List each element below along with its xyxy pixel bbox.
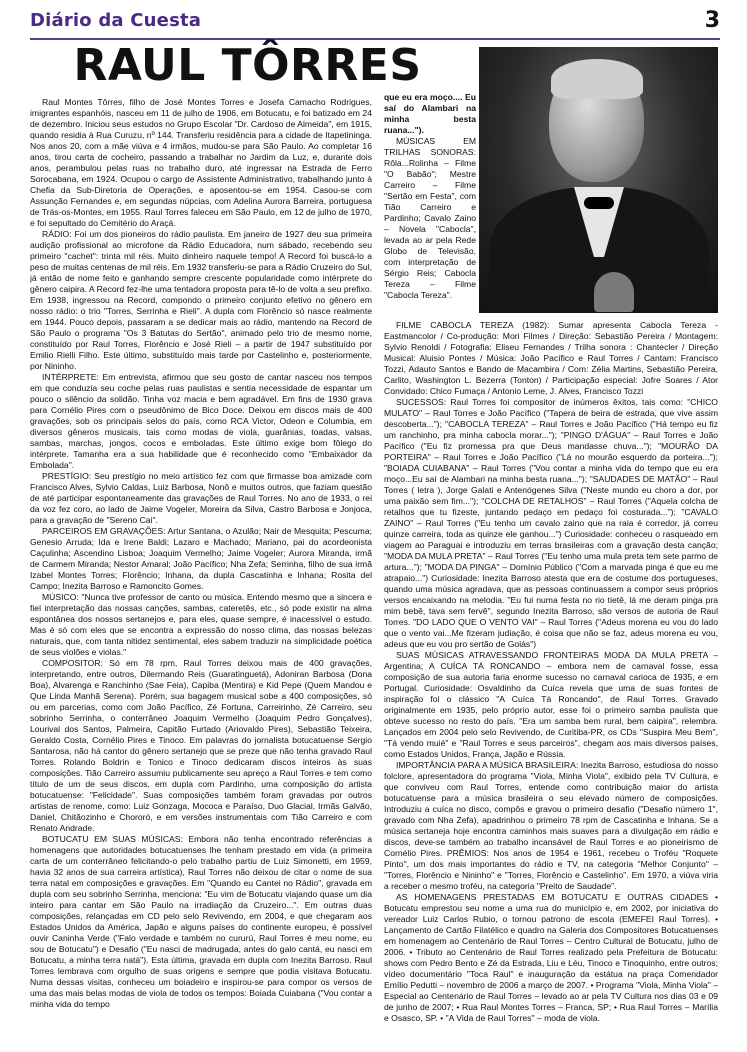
paragraph-homenagens: AS HOMENAGENS PRESTADAS EM BOTUCATU E OUTRAS CIDADES • Botucatu emprestou seu nome a uma rua do município e, em 2002, por iniciativa do vereador Luiz Carlos Rubio, o tornou patrono de escola (EMEFEI Raul Torres). • Lançamento de Cartão Filatélico e quadro na Galeria dos Compositores Botucatuenses em homenagem ao Centenário de Raul Torres – Centro Cultural de Botucatu, julho de 2006. • Tributo ao Centenário de Raul Torres realizado pela Prefeitura de Botucatu: shows com Pedro Bento e Zé da Estrada, Liu e Léu, Tinoco e Tinoquinho, entre outros; vídeo documentário "Toca Raul" e inauguração da estátua na praça Comendador Emílio Pedutti – novembro de 2006 a março de 2007. • Programa "Viola, Minha Viola" – Especial ao Centenário de Raul Torres – levado ao ar pela TV Cultura nos dias 03 e 09 de junho de 2007; • Rua Raul Montes Torres – Franca, SP; • Rua Raul Torres – Marília e Osasco, SP. • "A Vida de Raul Torres" – moda de viola.: [384, 892, 718, 1023]
column-left: [30, 97, 372, 1045]
paragraph-radio: RÁDIO: Foi um dos pioneiros do rádio paulista. Em janeiro de 1927 deu sua primeira audição profissional ao microfone da Rádio Educadora, num sábado, recebendo seu primeiro "cachet": trinta mil réis. Muito dinheiro naquele tempo! A Record foi buscá-lo a peso de muitas centenas de mil réis. Em 1932 transferiu-se para a Rádio Cruzeiro do Sul, já então de nome feito e ganhando sempre crescente popularidade como intérprete do gênero caipira. A Record fez-lhe uma tentadora proposta para tê-lo de volta a seu prefixo. Em 1938, ingressou na Record, compondo o primeiro conjunto efetivo no gênero em nosso rádio: o trio "Torres, Serrinha e Rieli". A dupla com Florêncio só nasce realmente em 1944. Pouco depois, passaram a se dedicar mais ao rádio, mantendo na Record de São Paulo o programa "Os 3 Batutas do Sertão", animado pelo trio de mesmo nome, constituído por Raul Torres, Florêncio e José Rieli – a partir de 1947 substituído por Emilio Rielli Filho. Este último, substituído mais tarde por Castelinho e, posteriormente, por Nininho.: [30, 229, 372, 371]
paragraph-interprete: INTÉRPRETE: Em entrevista, afirmou que seu gosto de cantar nasceu nos tempos em que conduzia seu coche pelas ruas paulistas e sentia necessidade de espantar um pouco o silêncio da solidão. Tinha voz macia e bem agradável. Em fins de 1930 grava para Cornélio Pires com o pseudônimo de Bico Doce. Deixou em discos mais de 400 gravações, sob os principais selos do país, como RCA Victor, Odeon e Columbia, em diversos gêneros musicais, tais como modas de viola, guarânias, toadas, valsas, sambas, marchas, jongos, cocos e emboladas. Este último exige bom fôlego do intérprete. Tamanha era a sua habilidade que é reconhecido como "Embaixador da Embolada".: [30, 372, 372, 470]
paragraph-prestigio: PRESTÍGIO: Seu prestígio no meio artístico fez com que firmasse boa amizade com Francisco Alves, Sylvio Caldas, Luiz Barbosa, Nonô e muitos outros, que faziam questão de até participar espontaneamente das gravações de Raul Torres. No ano de 1933, o rei da voz fez coro, ao lado de Jaime Vogeler, Moreira da Silva, Castro Barbosa e Jonjoca, para a gravação de "Sereno Cai".: [30, 471, 372, 525]
page-header: [30, 10, 720, 40]
paragraph-continuation: que eu era moço.... Eu saí do Alambari na minha besta ruana...").: [384, 92, 476, 135]
paragraph-compositor: COMPOSITOR: Só em 78 rpm, Raul Torres deixou mais de 400 gravações, interpretando, entre outros, Dilermando Reis (Guaratinguetá), Adoniran Barbosa (Dona Boa), Alvarenga e Ranchinho (Sae Feia), Capiba (Mentira) e Kid Pepe (Quem Mandou e Que Linda Manhã Serena). Porém, sua bagagem musical sobe a 400 composições, só ou em parcerias, como com João Pacífico, Zé Fortuna, Carreirinho, Zé Carreiro, seu sobrinho Serrinha, o conterrâneo Joaquim Vermelho (Joaquim Pedro Gonçalves), Lourival dos Santos, Palmeira, Capitão Furtado (Ariovaldo Pires), Sebastião Teixeira, Geraldo Costa, Cornélio Pires e Tinoco. Em palavras do jornalista botucatuense Sergio Santarosa, não há cantor do gênero sertanejo que se preze que não tenha gravado Raul Torres. Rolando Boldrin e Tonico e Tinoco dedicaram discos inteiros às suas composições. Tião Carreiro assumiu publicamente seu apreço a Raul Torres e tem como título de um de seus discos, em dupla com Pardinho, uma composição do artista botucatuense: "Felicidade". Suas composições também foram gravadas por outros artistas de renome, como: Luiz Gonzaga, Mococa e Paraíso, Duo Glacial, Irmãs Galvão, Daniel, Chitãozinho e Chororó, e em versões instrumentais com Tião Carreiro e com Renato Andrade.: [30, 658, 372, 833]
photo-hair: [551, 59, 643, 99]
photo-bowtie: [584, 197, 614, 209]
paragraph-sucessos: SUCESSOS: Raul Torres foi compositor de inúmeros êxitos, tais como: "CHICO MULATO" – Raul Torres e João Pacífico ("Tapera de beira de estrada, que vive assim descoberta..."); "CABOCLA TEREZA" – Raul Torres e João Pacífico ("Há tempo eu fiz um ranchinho, pra minha cabocla morar..."); "PINGO D'ÁGUA" – Raul Torres e João Pacífico ("Eu fiz promessa pra que Deus mandasse chuva..."); "MOURÃO DA PORTEIRA" – Raul Torres e João Pacífico ("Lá no mourão esquerdo da porteira..."); "BOIADA CUIABANA" – Raul Torres ("Vou contar a minha vida do tempo que eu era moço...Eu saí de Alambari na minha besta ruana..."); "SAUDADES DE MATÃO" – Raul Torres ( letra ), Jorge Galati e Antenógenes Silva ("Neste mundo eu choro a dor, por uma paixão sem fim..."); "COLCHA DE RETALHOS" – Raul Torres ("Aquela colcha de retalhos que tu fizeste, juntando pedaço em pedaço foi costurada..."); "CAVALO ZAINO" – Raul Torres ("Eu tenho um cavalo zaino que na raia é corredor, já correu quinze carreira, toda as quinze ele ganhou...") Curiosidade: conheceu o rasqueado em viagem ao Paraguai e introduziu em terras brasileiras com a gravação desta canção; "MODA DA MULA PRETA" – Raul Torres ("Eu tenho uma mula preta tem sete parmo de artura..."); "MODA DA PINGA" – Domínio Público ("Com a marvada pinga é que eu me atrapaio...") Curiosidade: Inezita Barroso atesta que era de costume dos portugueses, quando uma música agradava, que as pessoas continuassem a compor seus próprios versos encaixando na melodia. "Eu fui numa festa no rio tietê, lá me deram pinga pra mim bebê, tava sem fervê", segundo Inezita Barroso, são versos de autoria de Raul Torres. "DO LADO QUE O VENTO VAI" – Raul Torres ("Adeus morena eu vou do lado que o vento vai...Me fizeram judiação, é coisa que não se faz, adeus morena eu vou, adeus que eu vou pro sertão de Goiás"): [384, 397, 718, 649]
article-title: RAUL TÔRRES: [73, 40, 422, 91]
paragraph-trilhas: MÚSICAS EM TRILHAS SONORAS: Rôla...Rolinha – Filme "O Babão"; Mestre Carreiro – Filme "Sertão em Festa", com Tião Carreiro e Pardinho; Cavalo Zaino – Novela "Cabocla", levada ao ar pela Rede Globo de Televisão, com interpretação de Sérgio Reis; Cabocla Tereza – Filme "Cabocla Tereza".: [384, 136, 476, 300]
photo-trophy: [594, 272, 634, 312]
paragraph-fronteiras: SUAS MÚSICAS ATRAVESSANDO FRONTEIRAS MODA DA MULA PRETA – Argentina; A CUÍCA TÁ RONCANDO – embora nem de carnaval fosse, essa composição de sua autoria faria enorme sucesso no carnaval carioca de 1935, e em Portugal. Curiosidade: Osvaldinho da Cuíca revela que uma de suas fontes de inspiração foi o clássico "A Cuíca Tá Roncando", de Raul Torres. Gravado originalmente em 1935, pelo próprio autor, esse foi o primeiro samba paulista que obteve sucesso no resto do país. "Era um samba bem rural, bem caipira", relembra. Lançados em 2004 pelo selo Revivendo, de Curitiba-PR, os CDs "Suspira Meu Bem", "Tá vendo muié" e "Raul Torres e seus parceiros", chegam aos mais diversos países, como Estados Unidos, França, Japão e Rússia.: [384, 650, 718, 759]
column-right: [384, 320, 718, 1045]
paragraph-musico: MÚSICO: "Nunca tive professor de canto ou música. Entendo mesmo que a sincera e fiel interpretação das nossas canções, sambas, cateretês, etc., só pode existir na alma espontânea dos nossos sertanejos e, para eles, quase sempre, é inacessível o estudo. Mas é só com eles que se encontra a expressão do nosso clima, das nossas belezas naturais, que, com tanta nitidez sentimental, eles sabem traduzir na simplicidade poética de seus violões e violas.": [30, 592, 372, 657]
paragraph-importancia: IMPORTÂNCIA PARA A MÚSICA BRASILEIRA: Inezita Barroso, estudiosa do nosso folclore, apresentadora do programa "Viola, Minha Viola", exibido pela TV Cultura, e que conviveu com Raul Torres, entende como contribuição maior do artista botucatuense para a música brasileira o seu elevado número de composições. Introduziu a cuíca no disco, compôs e gravou o primeiro desafio ("Desafio número 1", gravado com Nha Zefa), apadrinhou o primeiro 78 rpm de Cascatinha e Inhana. Se a música sertaneja hoje encontra caminhos mais suaves para a divulgação em rádio e discos, deve-se também ao trabalho incansável de Raul Torres e ao pioneirismo de Cornélio Pires. PRÊMIOS: Nos anos de 1954 e 1961, recebeu o Troféu "Roquete Pinto", um dos mais importantes do rádio e TV, na categoria "Melhor Conjunto" – "Torres, Florêncio e Nininho" e "Torres, Florêncio e Castelinho". Em 1970, a viúva viria a receber o mesmo troféu, na categoria "Preito de Saudade".: [384, 760, 718, 891]
portrait-photo: [479, 47, 718, 313]
paragraph-parceiros: PARCEIROS EM GRAVAÇÕES: Artur Santana, o Azulão; Nair de Mesquita; Pescuma; Genesio Arruda; Ida e Irene Baldi; Lazaro e Machado; Mariano, pai do acordeonista Caçulinha; Ascendino Lisboa; Joaquim Vermelho; Jaime Vogeler; Aurora Miranda, irmã de Carmem Miranda; Nestor Amaral; João Pacífico; Nha Zefa; Serrinha, filho de sua irmã Izabel Montes Torres; Florêncio; Inhana, da dupla Cascatinha e Inhana; Rosita del Campo; Inezita Barroso e Ramoncito Gomes.: [30, 526, 372, 591]
paragraph-botucatu: BOTUCATU EM SUAS MÚSICAS: Embora não tenha encontrado referências a homenagens que autoridades botucatuenses lhe tenham prestado em vida (a primeira carta de um conterrâneo felicitando-o pelo trabalho partiu de Luiz Simonetti, em 1959, havia 32 anos de sua carreira artística), Raul Torres não deixou de citar o nome de sua terra natal em composições e gravações. Em "Quando eu Cantei no Rádio", gravada em dupla com seu sobrinho Serrinha, menciona: "Eu vim de Botucatu viajando quase um dia inteiro para cantar em São Paulo na irradiação da Cruzeiro...". Em outras duas composições, relançadas em CD pelo selo Revivendo, em 2004, e que chegaram aos Estados Unidos da América, Japão e alguns países do continente europeu, é possível ouvir Caninha Verde ("Falo verdade e também no cururú, Raul Torres é meu nome, eu sou de Botucatu") e Desafio ("Eu nasci de madrugada, antes do galo cantá, eu nasci em Botucatu, a minha terra natá"). Esta última, gravada em dupla com Inezita Barroso. Raul Torres lembrava com orgulho de suas origens e sempre que podia visitava Botucatu. Numa dessas visitas, conheceu um boiadeiro e inspirou-se para compor os versos de uma das mais belas modas de viola de todos os tempos: Boiada Cuiabana ("Vou contar a minha vida do tempo: [30, 834, 372, 1009]
page-number: 3: [704, 8, 720, 33]
newspaper-brand: Diário da Cuesta: [30, 10, 202, 31]
column-middle: [384, 92, 476, 318]
paragraph-biography: Raul Montes Tôrres, filho de José Montes Torres e Josefa Camacho Rodrigues, imigrantes espanhóis, nasceu em 11 de julho de 1906, em Botucatu, e foi batizado em 24 de dezembro. Iniciou seus estudos no Grupo Escolar "Dr. Cardoso de Almeida", em 1915, quando residia à Rua Curuzu, nº 144. Transferiu residência para a cidade de Itapetininga. Nos anos 20, com a mãe viúva e 4 irmãos, mudou-se para São Paulo. Ao completar 16 anos, tirou carta de cocheiro, passando a trabalhar no Jardim da Luz, e, durante dois anos, perambulou pelas ruas no trabalho duro, até ingressar na Estrada de Ferro Sorocabana, em 1924. Ocupou o cargo de Assistente Administrativo, trabalhando junto à Chefia da Sub-Diretoria de Operações, e aposentou-se em 1954. Casou-se com Assunção Fernandes e, em segundas núpcias, com Adelina Aurora Barreira, portuguesa de Trás-os-Montes, em 1955. Raul Torres faleceu em São Paulo, em 12 de julho de 1970, e foi sepultado do Cemitério do Araçá.: [30, 97, 372, 228]
paragraph-filme: FILME CABOCLA TEREZA (1982): Sumar apresenta Cabocla Tereza - Eastmancolor / Co-produção: Mori Filmes / Direção: Sebastião Pereira / Montagem: Sylvio Renoldi / Fotografia: Eliseu Fernandes / Trilha sonora : Chantecler / Direção Musical: Aluisio Pontes / Música: João Pacífico e Raul Torres / Cantam: Francisco Tozzi, Adauto Santos e Bando de Macambira / Com: Zélia Martins, Sebastião Pereira, Carlito, Washington L. Bezerra (Tonton) / Participação especial: Jofre Soares / Ator Convidado: Chico Fumaça / Antonio Leme, J. Alves, Francisco Tozzi: [384, 320, 718, 396]
